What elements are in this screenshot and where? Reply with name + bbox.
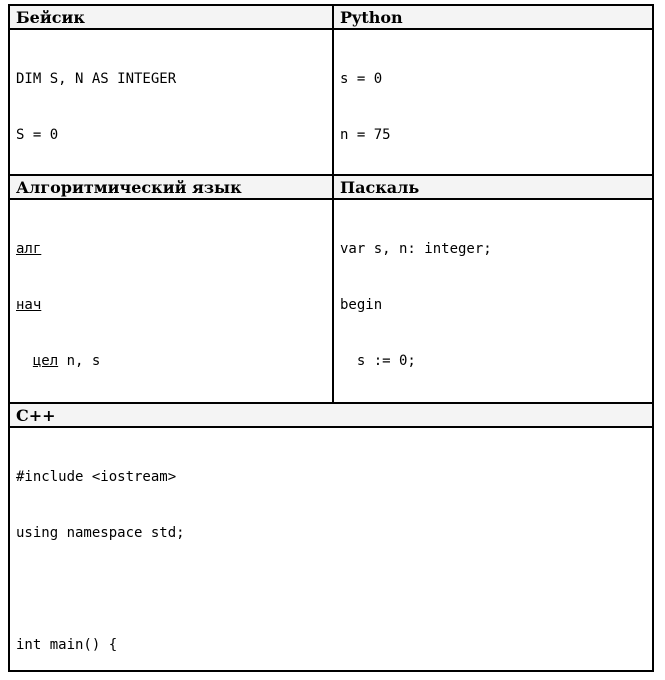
code-line: var s, n: integer;	[340, 241, 492, 258]
python-code	[334, 30, 652, 176]
cpp-code	[10, 428, 652, 670]
code-line	[16, 296, 326, 315]
code-line: DIM S, N AS INTEGER	[16, 71, 177, 88]
code-comparison-table	[8, 4, 654, 672]
keyword: цел	[32, 352, 59, 369]
python-header: Python	[334, 6, 652, 30]
pascal-header: Паскаль	[334, 176, 652, 200]
code-line	[16, 580, 646, 599]
code-line	[16, 240, 326, 259]
code-line: #include <iostream>	[16, 469, 177, 486]
algorithmic-header: Алгоритмический язык	[10, 176, 334, 200]
basic-code	[10, 30, 334, 176]
pascal-code	[334, 200, 652, 404]
cpp-header: C++	[10, 404, 652, 428]
code-line: s = 0	[340, 71, 383, 88]
code-line: s := 0;	[340, 352, 416, 369]
keyword: нач	[16, 296, 42, 313]
code-line: S = 0	[16, 126, 59, 143]
code-line: int main() {	[16, 636, 118, 653]
code-line: begin	[340, 296, 383, 313]
code-line	[16, 352, 326, 371]
basic-header: Бейсик	[10, 6, 334, 30]
keyword: алг	[16, 241, 42, 258]
code-line: n = 75	[340, 126, 391, 143]
algorithmic-code	[10, 200, 334, 404]
code-text: n, s	[58, 352, 101, 369]
code-line: using namespace std;	[16, 524, 185, 541]
